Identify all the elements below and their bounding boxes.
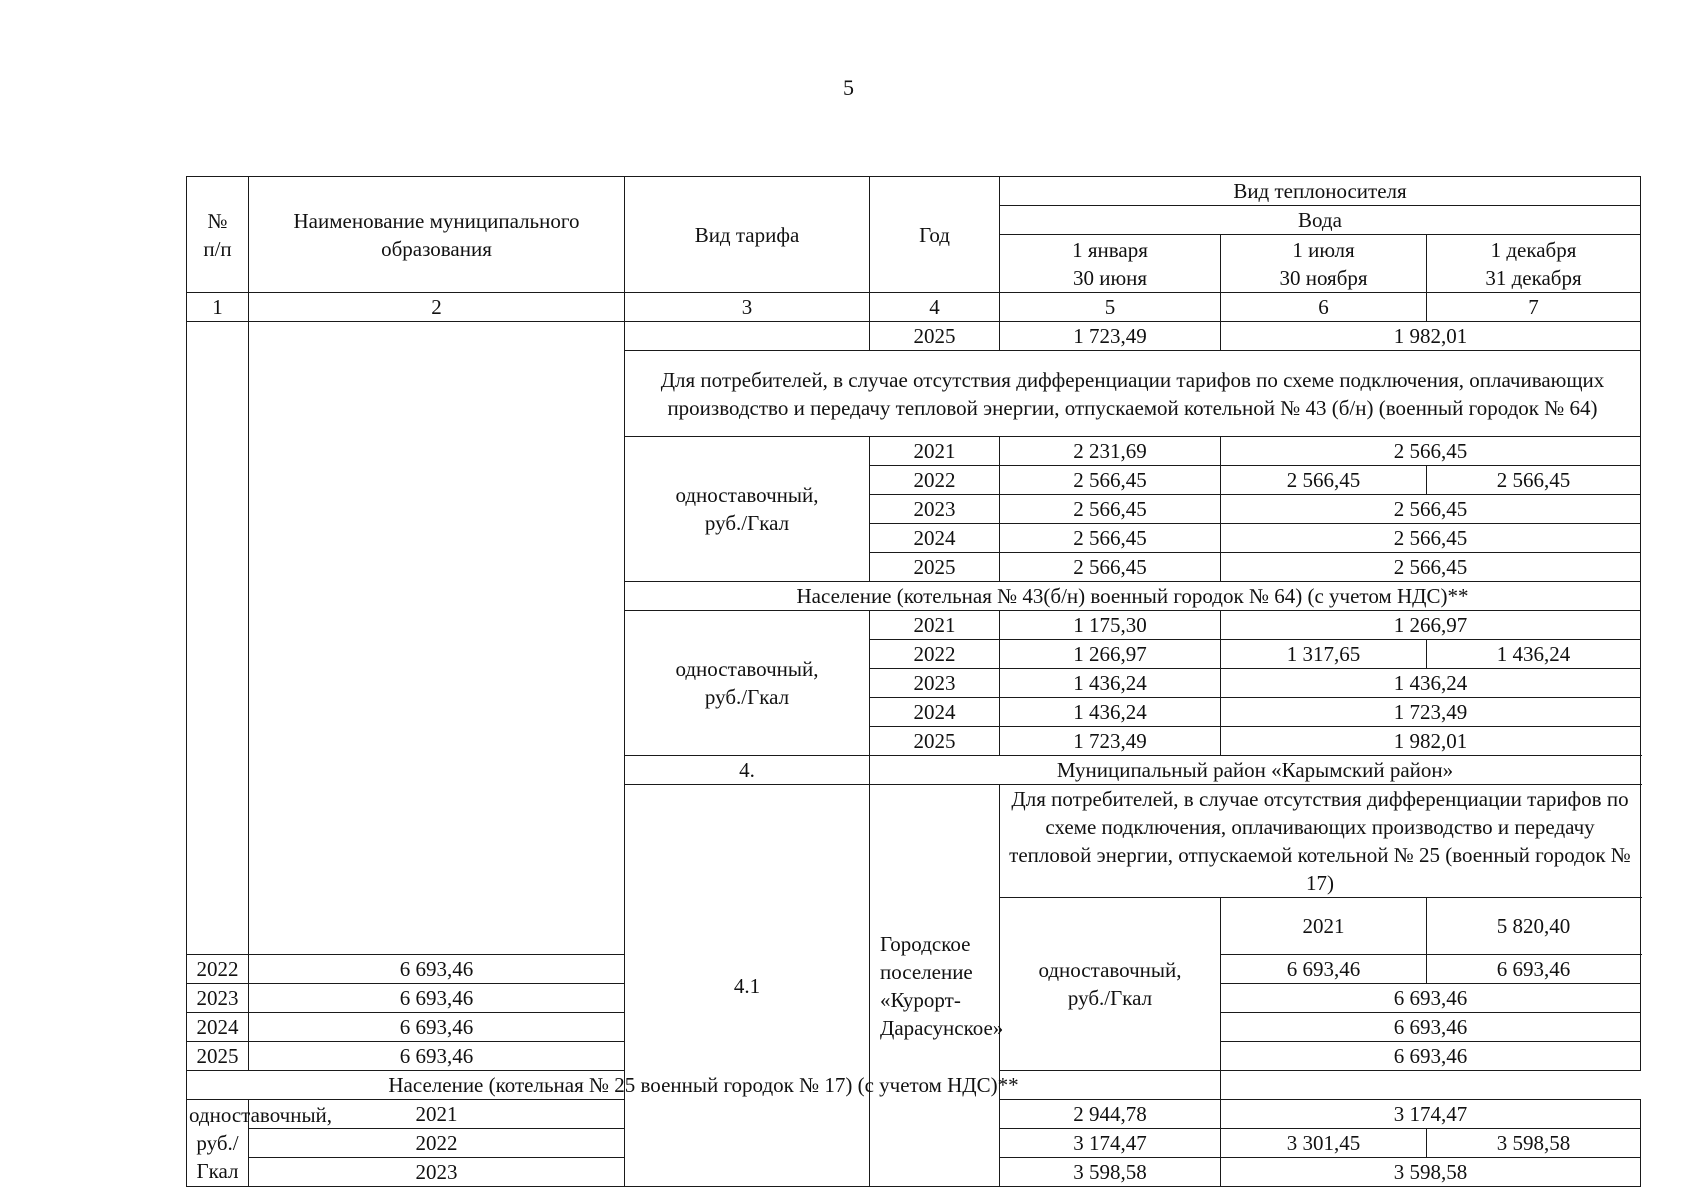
year-cell: 2025 [187,1042,249,1071]
value-cell: 2 566,45 [1221,466,1427,495]
col-number: 2 [249,293,625,322]
tariff-label: одноставочный, руб./Гкал [625,437,870,582]
value-cell: 3 598,58 [1000,1158,1221,1187]
value-cell: 1 266,97 [1000,640,1221,669]
year-cell: 2025 [870,727,1000,756]
value-cell: 6 693,46 [1221,955,1427,984]
section-title: Для потребителей, в случае отсутствия дифференциации тарифов по схеме подключения, оплачивающих производство и передачу тепловой энергии, отпускаемой котельной № 43 (б/н) (военный городок № 64) [625,351,1641,437]
settlement-num: 4.1 [625,785,870,1187]
tariff-label: одноставочный, руб./Гкал [1000,898,1221,1071]
year-cell: 2021 [249,1100,625,1129]
column-number-row [187,293,1641,322]
value-cell: 1 982,01 [1221,727,1641,756]
year-cell: 2023 [870,669,1000,698]
year-cell: 2021 [870,611,1000,640]
col-number: 7 [1427,293,1641,322]
year-cell: 2021 [870,437,1000,466]
value-cell: 2 566,45 [1000,524,1221,553]
value-cell: 6 693,46 [1221,1042,1641,1071]
value-cell: 6 693,46 [249,1013,625,1042]
tariff-table [186,176,1641,1187]
tariff-label: одноставочный, руб./Гкал [625,611,870,756]
year-cell: 2022 [187,955,249,984]
value-cell: 2 566,45 [1427,466,1641,495]
header-water: Вода [1000,206,1641,235]
value-cell: 6 693,46 [249,1042,625,1071]
header-period-1: 1 января 30 июня [1000,235,1221,293]
value-cell: 6 693,46 [1221,984,1641,1013]
col-number: 1 [187,293,249,322]
year-cell: 2023 [249,1158,625,1187]
value-cell: 1 436,24 [1221,669,1641,698]
value-cell: 2 231,69 [1000,437,1221,466]
value-cell: 5 820,40 [1427,898,1641,955]
district-title: Муниципальный район «Карымский район» [870,756,1641,785]
year-cell: 2023 [870,495,1000,524]
header-period-2: 1 июля 30 ноября [1221,235,1427,293]
header-year: Год [870,177,1000,293]
value-cell: 1 317,65 [1221,640,1427,669]
value-cell: 1 436,24 [1427,640,1641,669]
value-cell: 1 175,30 [1000,611,1221,640]
year-cell: 2024 [870,524,1000,553]
settlement-name: Городское поселение «Курорт- Дарасунское» [870,785,1000,1187]
value-cell: 2 566,45 [1000,495,1221,524]
section-title-row [187,1071,1641,1100]
value-cell: 2 944,78 [1000,1100,1221,1129]
col-number: 3 [625,293,870,322]
year-cell: 2021 [1221,898,1427,955]
value-cell: 3 598,58 [1427,1129,1641,1158]
value-cell: 2 566,45 [1221,553,1641,582]
section-title: Население (котельная № 43(б/н) военный городок № 64) (с учетом НДС)** [625,582,1641,611]
year-cell: 2025 [870,553,1000,582]
value-cell: 3 301,45 [1221,1129,1427,1158]
year-cell: 2022 [870,640,1000,669]
district-num: 4. [625,756,870,785]
header-period-3: 1 декабря 31 декабря [1427,235,1641,293]
value-cell: 6 693,46 [249,955,625,984]
year-cell: 2024 [870,698,1000,727]
value-cell: 6 693,46 [1221,1013,1641,1042]
value-cell: 1 982,01 [1221,322,1641,351]
value-cell: 3 174,47 [1221,1100,1641,1129]
value-cell: 1 436,24 [1000,698,1221,727]
value-cell: 2 566,45 [1221,524,1641,553]
name-cell-empty [249,322,625,955]
tariff-cell-empty [625,322,870,351]
col-number: 5 [1000,293,1221,322]
value-cell: 2 566,45 [1221,495,1641,524]
value-cell: 2 566,45 [1000,466,1221,495]
table-row [187,322,1641,351]
page-number: 5 [843,75,854,100]
value-cell: 2 566,45 [1221,437,1641,466]
header-tariff: Вид тарифа [625,177,870,293]
section-title: Для потребителей, в случае отсутствия дифференциации тарифов по схеме подключения, оплачивающих производство и передачу тепловой энергии, отпускаемой котельной № 25 (военный городок № 17) [1000,785,1641,898]
value-cell: 2 566,45 [1000,553,1221,582]
header-name: Наименование муниципального образования [249,177,625,293]
year-cell: 2022 [249,1129,625,1158]
year-cell: 2025 [870,322,1000,351]
tariff-label: одноставочный, руб./Гкал [187,1100,249,1187]
section-title: Население (котельная № 25 военный городок № 17) (с учетом НДС)** [187,1071,1221,1100]
col-number: 6 [1221,293,1427,322]
value-cell: 1 723,49 [1221,698,1641,727]
value-cell: 3 598,58 [1221,1158,1641,1187]
year-cell: 2024 [187,1013,249,1042]
value-cell: 6 693,46 [1427,955,1641,984]
year-cell: 2023 [187,984,249,1013]
value-cell: 3 174,47 [1000,1129,1221,1158]
num-cell-empty [187,322,249,955]
value-cell: 1 723,49 [1000,322,1221,351]
header-num: № п/п [187,177,249,293]
value-cell: 1 266,97 [1221,611,1641,640]
value-cell: 1 723,49 [1000,727,1221,756]
year-cell: 2022 [870,466,1000,495]
value-cell: 6 693,46 [249,984,625,1013]
value-cell: 1 436,24 [1000,669,1221,698]
col-number: 4 [870,293,1000,322]
header-carrier: Вид теплоносителя [1000,177,1641,206]
